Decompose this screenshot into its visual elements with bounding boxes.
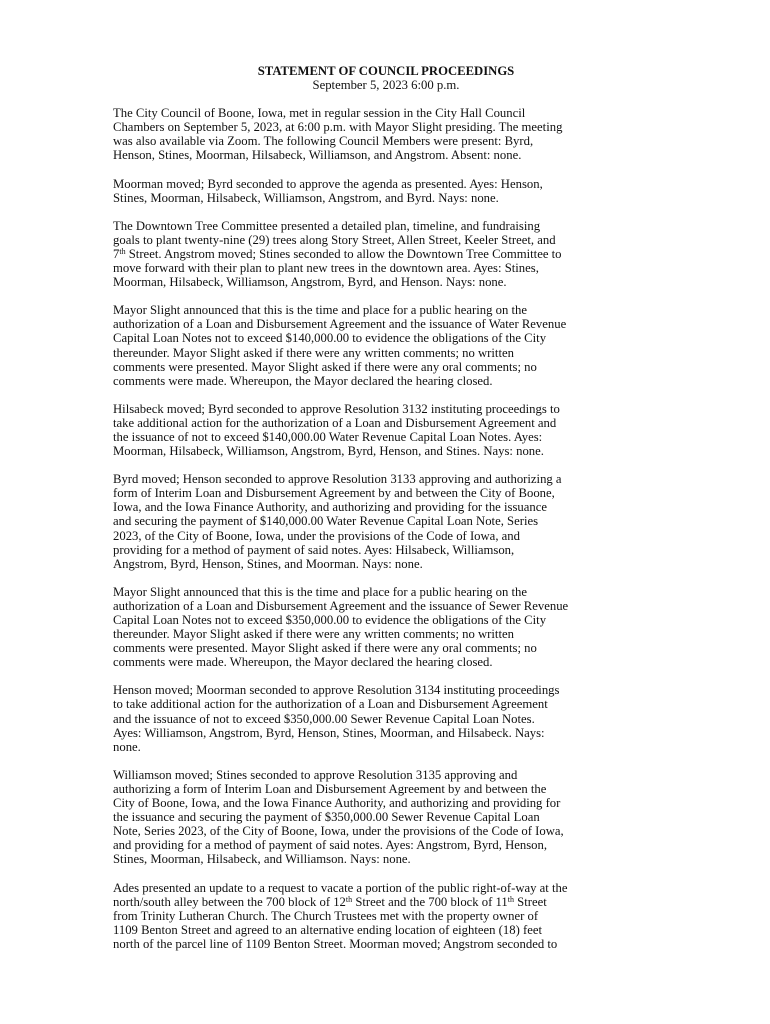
- text-fragment: Street and the 700 block of 11: [352, 894, 508, 909]
- paragraph-sewer-hearing: [113, 585, 659, 670]
- text-line: Hilsabeck moved; Byrd seconded to approve Resolution 3132 instituting proceedings to: [113, 401, 560, 416]
- text-line: 2023, of the City of Boone, Iowa, under the provisions of the Code of Iowa, and: [113, 528, 520, 543]
- text-line: and the issuance of not to exceed $350,000.00 Sewer Revenue Capital Loan Notes.: [113, 711, 535, 726]
- text-line: 1109 Benton Street and agreed to an alternative ending location of eighteen (18) feet: [113, 922, 542, 937]
- paragraph-tree-committee: [113, 219, 659, 289]
- text-line: Stines, Moorman, Hilsabeck, and Williamson. Nays: none.: [113, 852, 411, 867]
- paragraph-resolution-3132: [113, 402, 659, 458]
- paragraph-water-hearing: [113, 303, 659, 388]
- text-line: providing for a method of payment of said notes. Ayes: Hilsabeck, Williamson,: [113, 542, 515, 557]
- text-line: authorization of a Loan and Disbursement Agreement and the issuance of Water Revenue: [113, 317, 567, 332]
- text-line: none.: [113, 739, 141, 754]
- document-page: [113, 64, 659, 965]
- text-line: Byrd moved; Henson seconded to approve Resolution 3133 approving and authorizing a: [113, 472, 562, 487]
- text-line: comments were presented. Mayor Slight asked if there were any oral comments; no: [113, 641, 537, 656]
- meeting-date: September 5, 2023 6:00 p.m.: [312, 78, 460, 93]
- text-line: [113, 895, 659, 909]
- text-line: The City Council of Boone, Iowa, met in regular session in the City Hall Council: [113, 106, 526, 121]
- text-line: Capital Loan Notes not to exceed $140,000.00 to evidence the obligations of the City: [113, 331, 547, 346]
- text-line: City of Boone, Iowa, and the Iowa Finance Authority, and authorizing and providing for: [113, 796, 561, 811]
- text-line: Moorman moved; Byrd seconded to approve the agenda as presented. Ayes: Henson,: [113, 176, 543, 191]
- text-line: thereunder. Mayor Slight asked if there were any written comments; no written: [113, 345, 514, 360]
- text-line: and securing the payment of $140,000.00 Water Revenue Capital Loan Note, Series: [113, 514, 539, 529]
- text-line: move forward with their plan to plant new trees in the downtown area. Ayes: Stines,: [113, 261, 539, 276]
- text-line: Ayes: Williamson, Angstrom, Byrd, Henson, Stines, Moorman, and Hilsabeck. Nays:: [113, 725, 545, 740]
- text-line: The Downtown Tree Committee presented a detailed plan, timeline, and fundraising: [113, 218, 541, 233]
- text-line: comments were presented. Mayor Slight asked if there were any oral comments; no: [113, 359, 537, 374]
- text-line: Henson moved; Moorman seconded to approve Resolution 3134 instituting proceedings: [113, 683, 560, 698]
- text-fragment: north/south alley between the 700 block of 12: [113, 894, 346, 909]
- text-line: form of Interim Loan and Disbursement Agreement by and between the City of Boone,: [113, 486, 555, 501]
- text-line: thereunder. Mayor Slight asked if there were any written comments; no written: [113, 627, 514, 642]
- text-line: take additional action for the authorization of a Loan and Disbursement Agreement and: [113, 415, 557, 430]
- text-line: Williamson moved; Stines seconded to approve Resolution 3135 approving and: [113, 767, 518, 782]
- ordinal-suffix: th: [507, 894, 514, 904]
- text-line: comments were made. Whereupon, the Mayor declared the hearing closed.: [113, 655, 493, 670]
- text-line: the issuance of not to exceed $140,000.00 Water Revenue Capital Loan Notes. Ayes:: [113, 429, 543, 444]
- text-line: to take additional action for the authorization of a Loan and Disbursement Agreement: [113, 697, 548, 712]
- paragraph-attendance: [113, 106, 659, 162]
- text-fragment: Street: [514, 894, 547, 909]
- text-line: Note, Series 2023, of the City of Boone, Iowa, under the provisions of the Code of Iowa,: [113, 824, 564, 839]
- text-line: Moorman, Hilsabeck, Williamson, Angstrom, Byrd, and Henson. Nays: none.: [113, 275, 507, 290]
- ordinal-suffix: th: [345, 894, 353, 904]
- text-line: Moorman, Hilsabeck, Williamson, Angstrom, Byrd, Henson, and Stines. Nays: none.: [113, 444, 544, 459]
- text-line: Mayor Slight announced that this is the time and place for a public hearing on the: [113, 303, 527, 318]
- text-line: was also available via Zoom. The following Council Members were present: Byrd,: [113, 134, 534, 149]
- text-line: the issuance and securing the payment of $350,000.00 Sewer Revenue Capital Loan: [113, 810, 540, 825]
- text-line: Angstrom, Byrd, Henson, Stines, and Moorman. Nays: none.: [113, 556, 423, 571]
- text-line: and providing for a method of payment of said notes. Ayes: Angstrom, Byrd, Henson,: [113, 838, 548, 853]
- text-fragment: Street. Angstrom moved; Stines seconded to allow the Downtown Tree Committee to: [125, 246, 562, 261]
- ordinal-suffix: th: [119, 246, 126, 256]
- paragraph-resolution-3133: [113, 472, 659, 571]
- paragraph-agenda: [113, 177, 659, 205]
- text-line: authorizing a form of Interim Loan and Disbursement Agreement by and between the: [113, 781, 547, 796]
- text-line: authorization of a Loan and Disbursement Agreement and the issuance of Sewer Revenue: [113, 598, 569, 613]
- text-line: Iowa, and the Iowa Finance Authority, and authorizing and providing for the issuance: [113, 500, 547, 515]
- text-line: Mayor Slight announced that this is the time and place for a public hearing on the: [113, 584, 527, 599]
- paragraph-resolution-3135: [113, 768, 659, 867]
- text-line: Ades presented an update to a request to vacate a portion of the public right-of-way at the: [113, 880, 568, 895]
- text-line: Chambers on September 5, 2023, at 6:00 p.m. with Mayor Slight presiding. The meeting: [113, 120, 563, 135]
- text-line: from Trinity Lutheran Church. The Church Trustees met with the property owner of: [113, 908, 539, 923]
- text-line: goals to plant twenty-nine (29) trees along Story Street, Allen Street, Keeler Street, and: [113, 232, 556, 247]
- text-line: Stines, Moorman, Hilsabeck, Williamson, Angstrom, and Byrd. Nays: none.: [113, 190, 499, 205]
- text-line: comments were made. Whereupon, the Mayor declared the hearing closed.: [113, 373, 493, 388]
- text-line: Capital Loan Notes not to exceed $350,000.00 to evidence the obligations of the City: [113, 613, 547, 627]
- text-line: [113, 247, 659, 261]
- paragraph-alley-vacation: [113, 881, 659, 951]
- text-line: Henson, Stines, Moorman, Hilsabeck, Williamson, and Angstrom. Absent: none.: [113, 148, 522, 163]
- paragraph-resolution-3134: [113, 683, 659, 753]
- document-title: STATEMENT OF COUNCIL PROCEEDINGS: [257, 64, 515, 78]
- text-line: north of the parcel line of 1109 Benton Street. Moorman moved; Angstrom seconded to: [113, 936, 558, 951]
- text-fragment: 7: [113, 246, 120, 261]
